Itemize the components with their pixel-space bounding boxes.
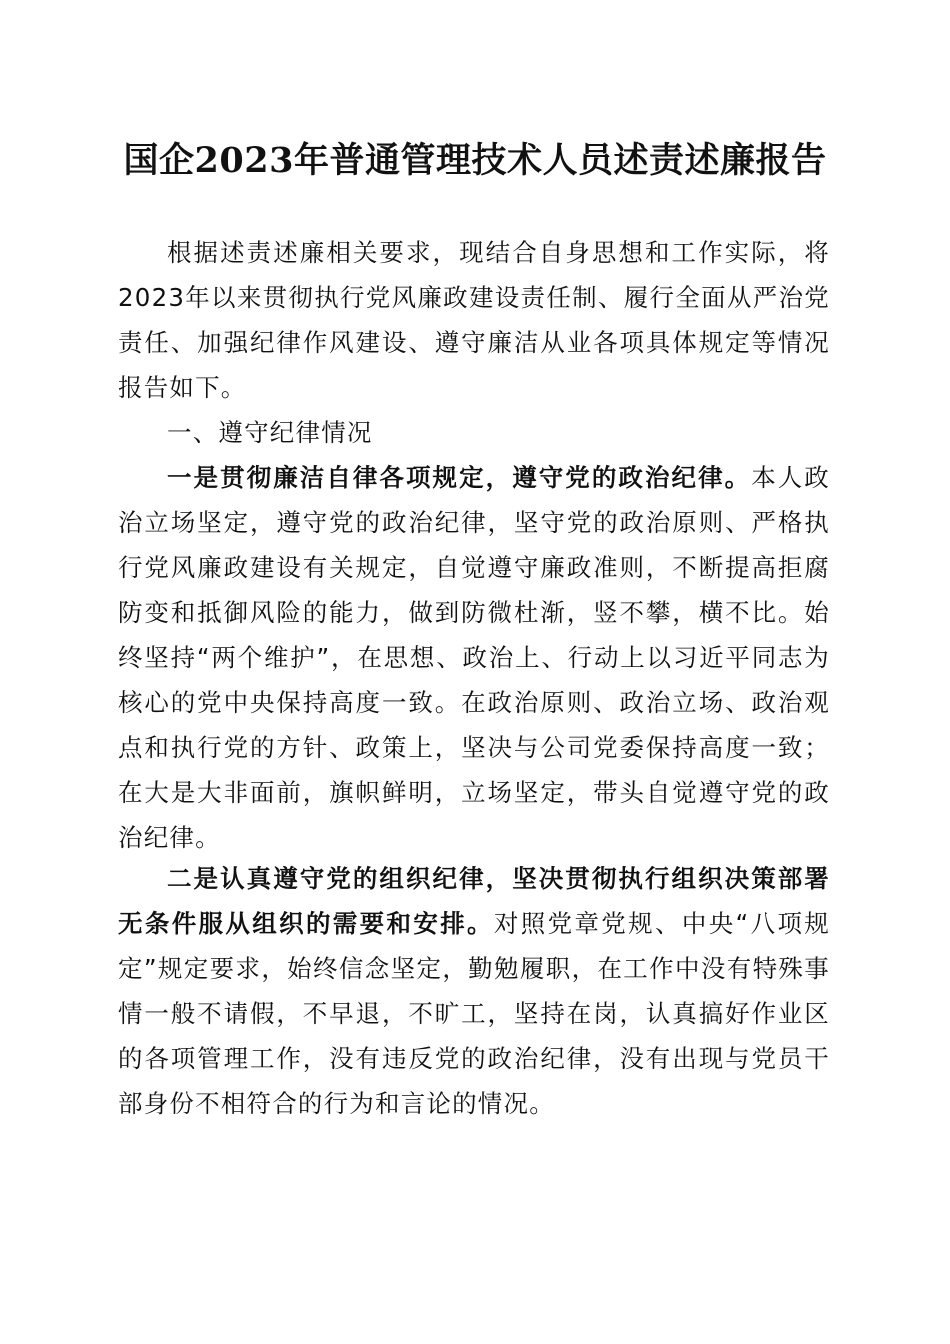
intro-paragraph <box>118 230 830 410</box>
paragraph-organizational-discipline <box>118 856 830 1126</box>
paragraph-political-discipline-text <box>118 455 830 860</box>
paragraph-political-discipline <box>118 455 830 860</box>
paragraph-body: 对照党章党规、中央“八项规定”规定要求，始终信念坚定，勤勉履职，在工作中没有特殊事情一般不请假，不早退，不旷工，坚持在岗，认真搞好作业区的各项管理工作，没有违反党的政治纪律，没有出现与党员干部身份不相符合的行为和言论的情况。 <box>118 909 830 1118</box>
paragraph-lead: 一是贯彻廉洁自律各项规定，遵守党的政治纪律。 <box>167 463 752 492</box>
paragraph-body: 本人政治立场坚定，遵守党的政治纪律，坚守党的政治原则、严格执行党风廉政建设有关规定，自觉遵守廉政准则，不断提高拒腐防变和抵御风险的能力，做到防微杜渐，竖不攀，横不比。始终坚持“两个维护”，在思想、政治上、行动上以习近平同志为核心的党中央保持高度一致。在政治原则、政治立场、政治观点和执行党的方针、政策上，坚决与公司党委保持高度一致；在大是大非面前，旗帜鲜明，立场坚定，带头自觉遵守党的政治纪律。 <box>118 463 830 852</box>
document-title: 国企2023年普通管理技术人员述责述廉报告 <box>123 140 827 181</box>
paragraph-lead: 二是认真遵守党的组织纪律，坚决贯彻执行组织决策部署无条件服从组织的需要和安排。 <box>118 864 830 938</box>
paragraph-organizational-discipline-text <box>118 856 830 1126</box>
intro-text: 根据述责述廉相关要求，现结合自身思想和工作实际，将2023年以来贯彻执行党风廉政建设责任制、履行全面从严治党责任、加强纪律作风建设、遵守廉洁从业各项具体规定等情况报告如下。 <box>118 238 830 402</box>
section-heading: 一、遵守纪律情况 <box>167 418 373 447</box>
